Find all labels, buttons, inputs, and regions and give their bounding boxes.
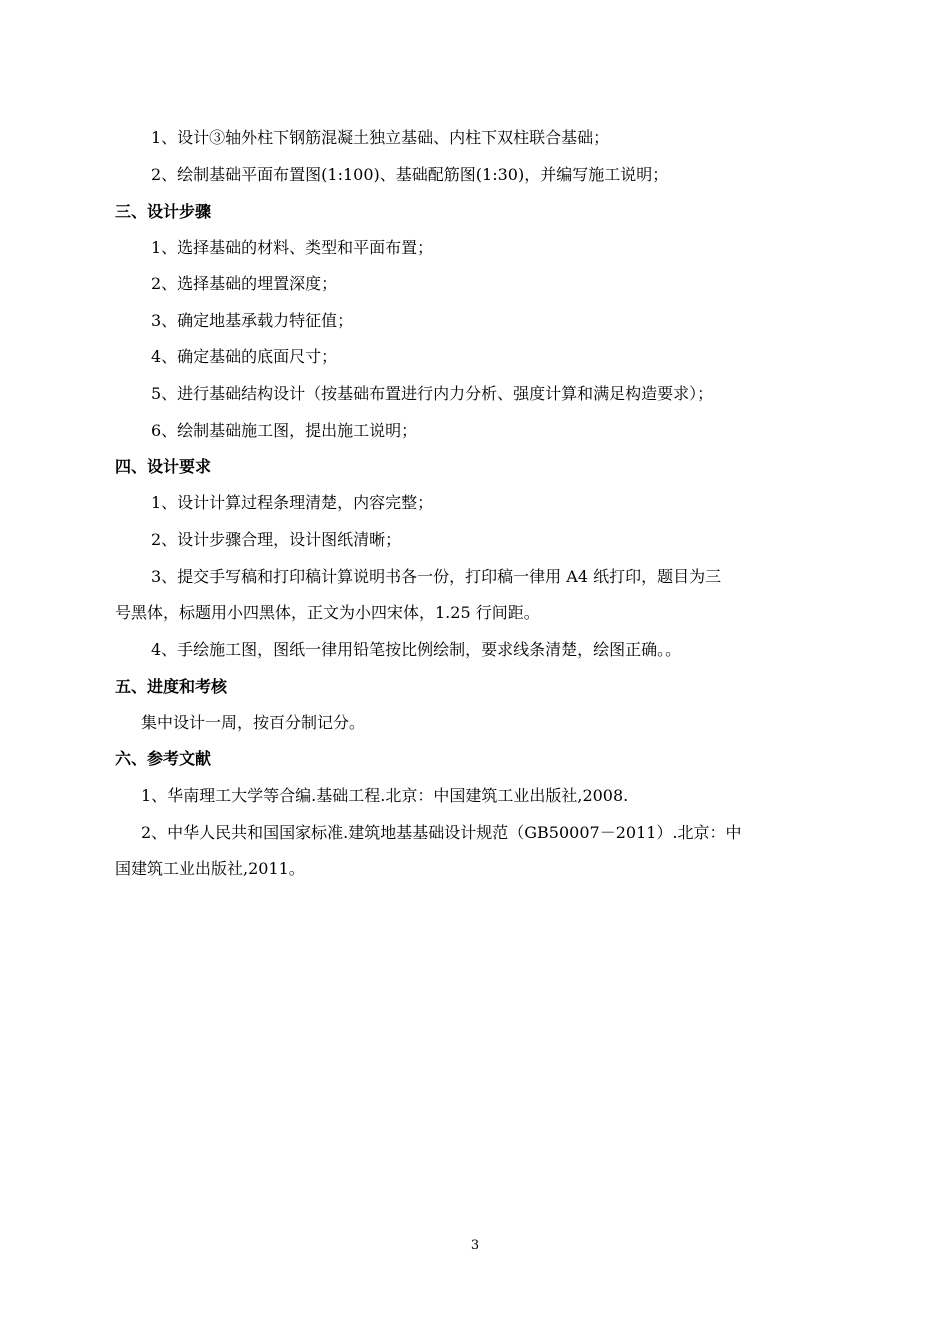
requirement-item-3: 3、提交手写稿和打印稿计算说明书各一份，打印稿一律用 A4 纸打印，题目为三 xyxy=(151,567,722,586)
reference-item-2-continued: 国建筑工业出版社,2011。 xyxy=(115,859,305,878)
task-item-1: 1、设计③轴外柱下钢筋混凝土独立基础、内柱下双柱联合基础； xyxy=(151,128,610,147)
section-heading-references: 六、参考文献 xyxy=(115,749,212,768)
schedule-body: 集中设计一周，按百分制记分。 xyxy=(141,713,366,732)
section-heading-schedule: 五、进度和考核 xyxy=(115,677,228,696)
step-item-5: 5、进行基础结构设计（按基础布置进行内力分析、强度计算和满足构造要求）； xyxy=(151,384,714,403)
section-heading-design-steps: 三、设计步骤 xyxy=(115,202,212,221)
page-number: 3 xyxy=(470,1238,480,1253)
step-item-1: 1、选择基础的材料、类型和平面布置； xyxy=(151,238,434,257)
requirement-item-1: 1、设计计算过程条理清楚，内容完整； xyxy=(151,493,434,512)
task-item-2: 2、绘制基础平面布置图(1:100)、基础配筋图(1:30)，并编写施工说明； xyxy=(151,165,669,184)
section-heading-design-requirements: 四、设计要求 xyxy=(115,457,212,476)
step-item-2: 2、选择基础的埋置深度； xyxy=(151,274,338,293)
reference-item-2: 2、中华人民共和国国家标准.建筑地基基础设计规范（GB50007－2011）.北京：中 xyxy=(141,823,742,842)
step-item-6: 6、绘制基础施工图，提出施工说明； xyxy=(151,421,418,440)
step-item-3: 3、确定地基承载力特征值； xyxy=(151,311,354,330)
reference-item-1: 1、华南理工大学等合编.基础工程.北京：中国建筑工业出版社,2008. xyxy=(141,786,629,805)
requirement-item-4: 4、手绘施工图，图纸一律用铅笔按比例绘制，要求线条清楚，绘图正确。。 xyxy=(151,640,682,659)
step-item-4: 4、确定基础的底面尺寸； xyxy=(151,347,338,366)
requirement-item-3-continued: 号黑体，标题用小四黑体，正文为小四宋体，1.25 行间距。 xyxy=(115,603,540,622)
requirement-item-2: 2、设计步骤合理，设计图纸清晰； xyxy=(151,530,402,549)
